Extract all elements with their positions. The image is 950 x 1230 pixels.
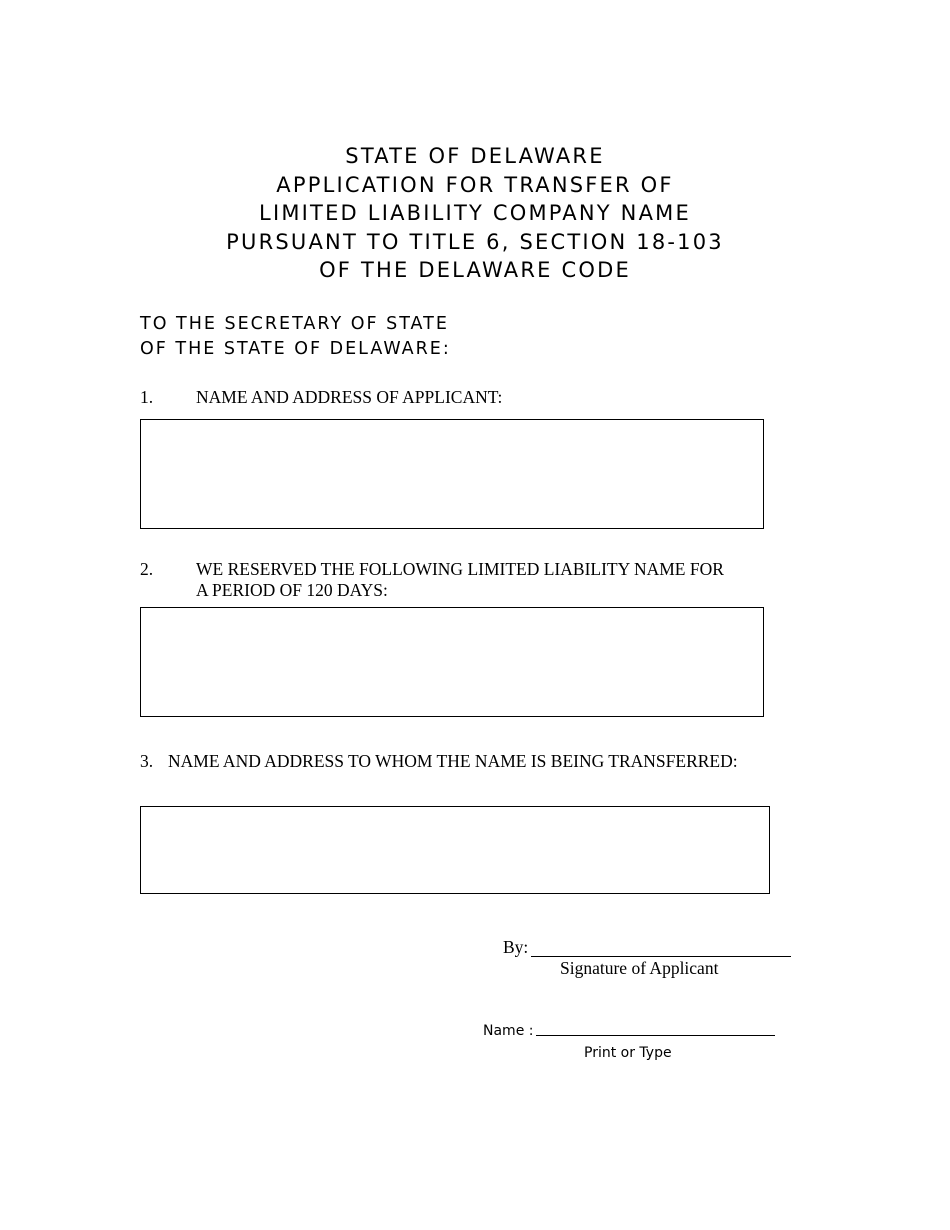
signature-line[interactable] — [531, 956, 791, 957]
item-1-text: NAME AND ADDRESS OF APPLICANT: — [196, 387, 503, 407]
form-title — [0, 142, 950, 285]
addressee — [140, 312, 451, 362]
item-2-text-continued: A PERIOD OF 120 DAYS: — [196, 580, 388, 600]
title-line-3: LIMITED LIABILITY COMPANY NAME — [259, 201, 691, 226]
title-line-5: OF THE DELAWARE CODE — [319, 258, 631, 283]
title-line-2: APPLICATION FOR TRANSFER OF — [276, 172, 674, 197]
item-1-label — [140, 387, 780, 409]
item-1-number: 1. — [140, 387, 154, 407]
transferee-name-address-field[interactable] — [140, 806, 770, 894]
title-line-1: STATE OF DELAWARE — [345, 144, 605, 168]
item-2-text: WE RESERVED THE FOLLOWING LIMITED LIABILITY NAME FOR — [196, 559, 724, 579]
item-3-number: 3. — [140, 751, 154, 771]
by-label: By: — [503, 937, 529, 957]
name-line[interactable] — [536, 1035, 775, 1036]
item-3-text: NAME AND ADDRESS TO WHOM THE NAME IS BEING TRANSFERRED: — [168, 751, 738, 771]
name-caption: Print or Type — [584, 1045, 672, 1061]
signature-caption: Signature of Applicant — [560, 958, 719, 978]
addressee-line-2: OF THE STATE OF DELAWARE: — [140, 339, 451, 359]
addressee-line-1: TO THE SECRETARY OF STATE — [140, 314, 449, 334]
item-2-label — [140, 559, 790, 601]
title-line-4: PURSUANT TO TITLE 6, SECTION 18-103 — [226, 229, 724, 254]
item-2-number: 2. — [140, 559, 154, 579]
item-3-label — [140, 751, 800, 773]
applicant-name-address-field[interactable] — [140, 419, 764, 529]
name-label: Name : — [483, 1023, 534, 1039]
reserved-name-field[interactable] — [140, 607, 764, 717]
